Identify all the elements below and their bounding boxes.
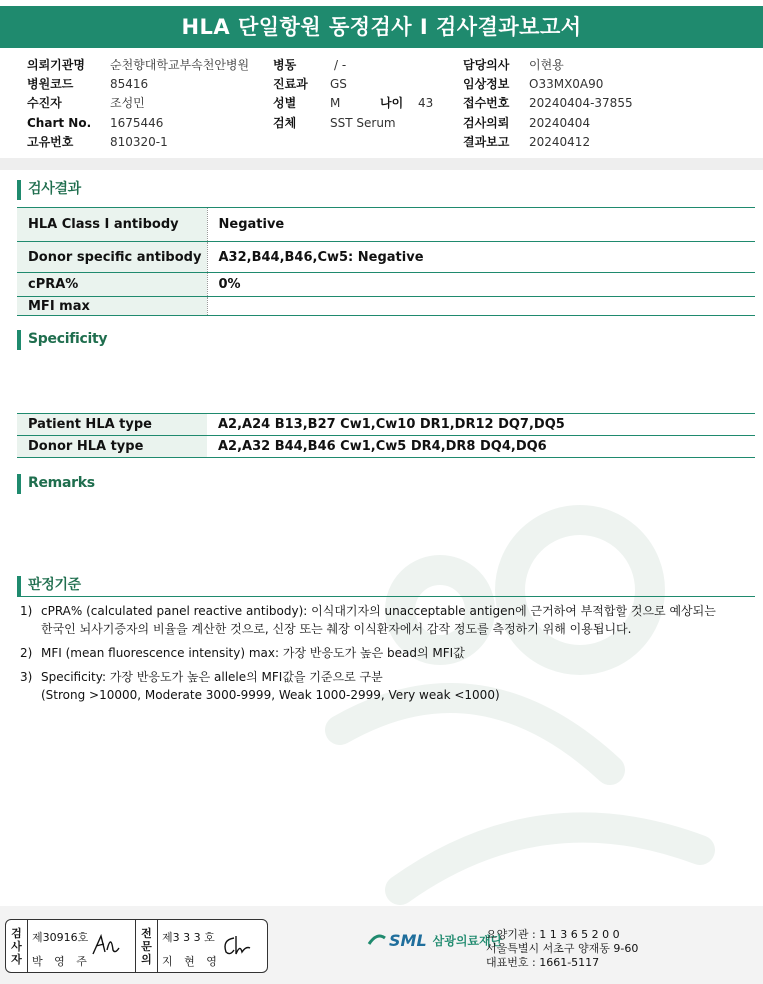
- footer: [0, 906, 763, 984]
- info-label: 성별: [273, 96, 297, 111]
- info-value: 810320-1: [110, 134, 168, 149]
- info-label: 진료과: [273, 77, 308, 92]
- age-label: 나이: [380, 96, 404, 111]
- info-label: 결과보고: [463, 134, 510, 149]
- info-label: 병원코드: [27, 77, 74, 92]
- list-item: [20, 602, 716, 638]
- info-label: 고유번호: [27, 134, 74, 149]
- hla-value: A2,A24 B13,B27 Cw1,Cw10 DR1,DR12 DQ7,DQ5: [207, 414, 755, 436]
- info-label: 임상정보: [463, 77, 510, 92]
- tester-label: [6, 920, 28, 972]
- label-char: 문: [141, 939, 152, 953]
- criteria-list: [20, 602, 716, 710]
- item-text: MFI (mean fluorescence intensity) max: 가장 반응도가 높은 bead의 MFI값: [41, 646, 465, 660]
- info-row: [273, 56, 433, 75]
- result-value: 0%: [207, 273, 755, 297]
- specialist-name: 지 현 영: [162, 955, 221, 968]
- list-item: [20, 644, 716, 662]
- result-value: [207, 297, 755, 316]
- table-row: [17, 208, 755, 242]
- info-row: [273, 94, 433, 113]
- item-number: 2): [20, 646, 33, 660]
- address-line: 요양기관 : 1 1 3 6 5 2 0 0: [486, 928, 620, 941]
- info-column-2: [273, 56, 433, 133]
- info-label: 수진자: [27, 96, 62, 111]
- info-label: 병동: [273, 58, 297, 72]
- list-item: [20, 668, 716, 704]
- info-label: 접수번호: [463, 96, 510, 111]
- info-row: [273, 114, 433, 133]
- info-value: 순천향대학교부속천안병원: [110, 58, 250, 72]
- info-row: [273, 75, 433, 94]
- item-text: (Strong >10000, Moderate 3000-9999, Weak 1000-2999, Very weak <1000): [41, 688, 500, 702]
- item-text: Specificity: 가장 반응도가 높은 allele의 MFI값을 기준으로 구분: [41, 670, 383, 684]
- label-char: 전: [141, 926, 152, 940]
- hla-value: A2,A32 B44,B46 Cw1,Cw5 DR4,DR8 DQ4,DQ6: [207, 436, 755, 458]
- institution-address: [486, 928, 638, 970]
- label-char: 사: [11, 939, 22, 953]
- tester-signature-icon: [91, 932, 121, 958]
- info-value: 20240404: [529, 115, 591, 130]
- info-row: [463, 114, 633, 133]
- info-row: [463, 94, 633, 113]
- report-title: HLA 단일항원 동정검사 I 검사결과보고서: [0, 6, 763, 48]
- table-row: [17, 436, 755, 458]
- section-title-remarks: Remarks: [17, 474, 95, 494]
- table-row: [17, 273, 755, 297]
- info-row: [27, 133, 270, 152]
- criteria-divider: [17, 596, 755, 597]
- info-value: 1675446: [110, 115, 164, 130]
- result-value: A32,B44,B46,Cw5: Negative: [207, 242, 755, 273]
- item-text: cPRA% (calculated panel reactive antibody): 이식대기자의 unacceptable antigen에 근거하여 부적합할 것으로 예상되는: [41, 604, 716, 618]
- item-text: 한국인 뇌사기증자의 비율을 계산한 것으로, 신장 또는 췌장 이식환자에서 감작 정도를 측정하기 위해 이용됩니다.: [41, 622, 632, 636]
- info-column-1: [27, 56, 270, 152]
- result-value: Negative: [207, 208, 755, 242]
- section-title-results: 검사결과: [17, 180, 81, 200]
- item-number: 3): [20, 670, 33, 684]
- section-title-criteria: 판정기준: [17, 576, 81, 596]
- specialist-signature-icon: [220, 932, 252, 958]
- table-row: [17, 297, 755, 316]
- tester-license: 제30916호: [32, 931, 89, 944]
- hla-label: Patient HLA type: [17, 414, 207, 436]
- specialist-label: [136, 920, 158, 972]
- age-value: 43: [418, 96, 434, 111]
- logo-text: SML: [389, 930, 427, 950]
- info-value: SST Serum: [330, 115, 396, 130]
- sml-logo-icon: [367, 930, 387, 950]
- logo-name-kr: 삼광의료재단: [432, 933, 503, 948]
- info-label: 의뢰기관명: [27, 58, 85, 72]
- item-number: 1): [20, 604, 33, 618]
- sml-logo: [367, 930, 502, 950]
- info-value: 20240412: [529, 134, 591, 149]
- result-label: Donor specific antibody: [17, 242, 207, 273]
- section-title-specificity: Specificity: [17, 330, 107, 350]
- table-row: [17, 242, 755, 273]
- info-value: / -: [334, 58, 347, 72]
- label-char: 검: [11, 926, 22, 940]
- result-label: cPRA%: [17, 273, 207, 297]
- specialist-license: 제3 3 3 호: [162, 931, 215, 944]
- label-char: 의: [141, 952, 152, 966]
- info-label: Chart No.: [27, 115, 92, 130]
- result-label: HLA Class I antibody: [17, 208, 207, 242]
- signature-box: [5, 919, 268, 973]
- info-value: M: [330, 96, 341, 111]
- hla-label: Donor HLA type: [17, 436, 207, 458]
- result-label: MFI max: [17, 297, 207, 316]
- address-line: 대표번호 : 1661-5117: [486, 956, 600, 969]
- info-value: 85416: [110, 77, 149, 92]
- address-line: 서울특별시 서초구 양재동 9-60: [486, 942, 639, 955]
- info-value: 20240404-37855: [529, 96, 633, 111]
- info-row: [463, 56, 633, 75]
- specialist-cell: [158, 920, 266, 972]
- info-label: 검사의뢰: [463, 115, 510, 130]
- info-value: 이현용: [529, 58, 564, 72]
- info-label: 검체: [273, 115, 297, 130]
- results-table: [17, 207, 755, 316]
- info-column-3: [463, 56, 633, 152]
- info-row: [463, 133, 633, 152]
- info-value: O33MX0A90: [529, 77, 604, 92]
- info-label: 담당의사: [463, 58, 510, 72]
- tester-cell: [28, 920, 136, 972]
- info-row: [463, 75, 633, 94]
- info-value: 조성민: [110, 96, 145, 111]
- tester-name: 박 영 주: [32, 955, 91, 968]
- section-divider: [0, 158, 763, 170]
- info-row: [27, 114, 270, 133]
- label-char: 자: [11, 952, 22, 966]
- info-row: [27, 94, 270, 113]
- info-row: [27, 75, 270, 94]
- hla-type-table: [17, 413, 755, 458]
- info-row: [27, 56, 270, 75]
- info-value: GS: [330, 77, 347, 92]
- table-row: [17, 414, 755, 436]
